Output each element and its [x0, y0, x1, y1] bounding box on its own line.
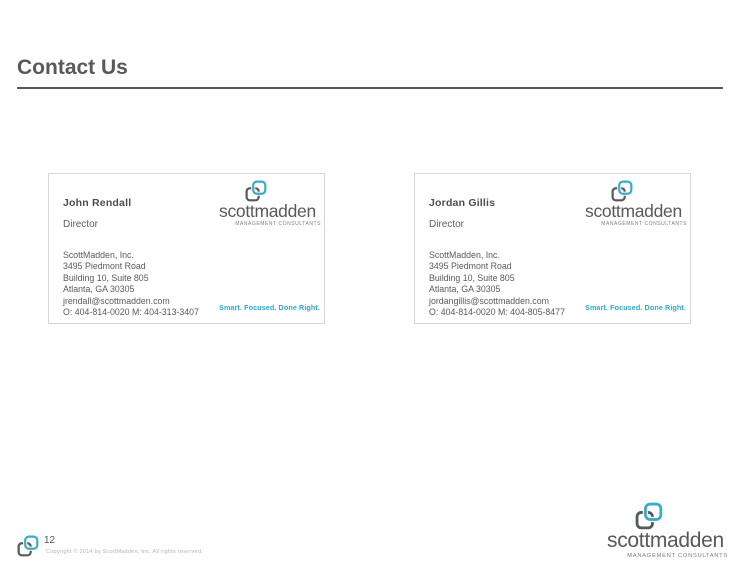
contact-phones: O: 404-814-0020 M: 404-313-3407 — [63, 307, 199, 318]
contact-card — [414, 173, 691, 324]
contact-company: ScottMadden, Inc. — [429, 250, 500, 260]
scottmadden-logo — [607, 502, 728, 559]
contact-street: 3495 Piedmont Road — [429, 261, 512, 272]
contact-company: ScottMadden, Inc. — [63, 250, 134, 260]
contact-card — [48, 173, 325, 324]
brand-tagline: Smart. Focused. Done Right. — [219, 303, 320, 312]
contact-street: 3495 Piedmont Road — [63, 261, 146, 272]
scottmadden-logo — [219, 180, 321, 227]
logo-subtitle: MANAGEMENT CONSULTANTS — [627, 553, 728, 560]
contact-address-block — [63, 250, 199, 318]
logo-wordmark: scottmadden — [607, 529, 724, 552]
page-number: 12 — [44, 535, 56, 546]
contact-name: Jordan Gillis — [429, 197, 496, 209]
copyright-text: Copyright © 2014 by ScottMadden, Inc. All rights reserved. — [46, 549, 203, 555]
logo-wordmark: scottmadden — [585, 201, 682, 221]
interlocking-squares-icon — [245, 180, 267, 202]
interlocking-squares-icon — [635, 502, 663, 530]
contact-phones: O: 404-814-0020 M: 404-805-8477 — [429, 307, 565, 318]
brand-tagline: Smart. Focused. Done Right. — [585, 303, 686, 312]
contact-email: jordangillis@scottmadden.com — [429, 295, 549, 306]
contact-email: jrendall@scottmadden.com — [63, 295, 170, 306]
scottmadden-logo — [585, 180, 687, 227]
contact-city-state-zip: Atlanta, GA 30305 — [63, 284, 135, 295]
title-underline — [17, 87, 723, 89]
logo-subtitle: MANAGEMENT CONSULTANTS — [601, 221, 687, 228]
logo-subtitle: MANAGEMENT CONSULTANTS — [235, 221, 321, 228]
contact-address-block — [429, 250, 565, 318]
logo-wordmark: scottmadden — [219, 201, 316, 221]
interlocking-squares-icon — [611, 180, 633, 202]
contact-suite: Building 10, Suite 805 — [63, 272, 149, 283]
contact-job-title: Director — [429, 219, 465, 230]
contact-job-title: Director — [63, 219, 99, 230]
contact-suite: Building 10, Suite 805 — [429, 272, 515, 283]
page-title: Contact Us — [17, 56, 128, 79]
contact-name: John Rendall — [63, 197, 132, 209]
contact-city-state-zip: Atlanta, GA 30305 — [429, 284, 501, 295]
interlocking-squares-icon — [17, 535, 39, 557]
